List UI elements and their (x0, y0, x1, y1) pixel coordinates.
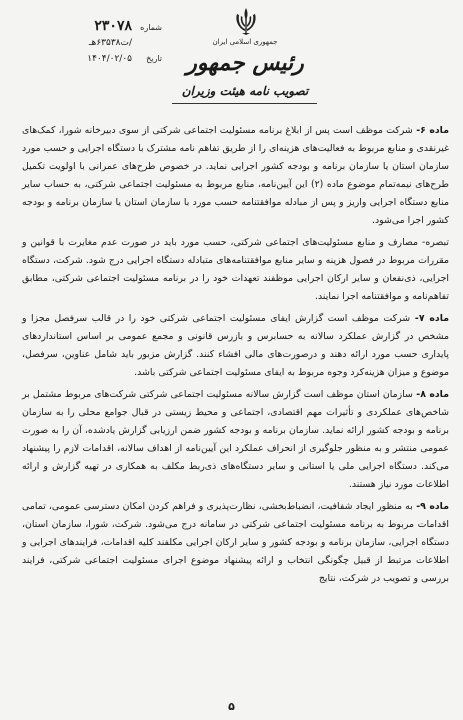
letter-number-suffix (12, 38, 162, 54)
article-9-heading: ماده ۹- (412, 501, 450, 512)
article-9 (22, 498, 449, 588)
article-7-text: شرکت موظف است گزارش ایفای مسئولیت اجتماعی شرکتی خود را در قالب سرفصل مجزا و مشخص در گزارش عملکرد سالانه به حسابرس و بازرس قانونی و مجمع عمومی بر اساس استانداردهای پایداری حسب مورد ارائه دهند و درصورت‌های مالی افشاء کنند. گزارش مزبور باید شامل عناوین، سرفصل، موضوع و میزان هزینه‌کرد وجوه مربوط به ایفای مسئولیت اجتماعی شرکتی باشد. (22, 313, 449, 378)
article-7-heading: ماده ۷- (410, 313, 450, 324)
article-8-heading: ماده ۸- (412, 389, 450, 400)
republic-caption: جمهوری اسلامی ایران (212, 38, 278, 46)
letter-number (12, 18, 162, 34)
note-text: تبصره- مصارف و منابع مسئولیت‌های اجتماعی شرکتی، حسب مورد باید در صورت عدم مغایرت با قوانین و مقررات مربوط در فصول هزینه و سایر منابع موافقتنامه‌های متبادله دستگاه اجرایی درج شود. شرکت، دستگاه اجرایی، ذی‌نفعان و سایر ارکان اجرایی موظفند تعهدات خود را در برنامه مسئولیت اجتماعی شرکتی، مطابق تفاهم‌نامه و موافقتنامه اجرا نمایند. (22, 237, 449, 302)
article-6-text: شرکت موظف است پس از ابلاغ برنامه مسئولیت اجتماعی شرکتی از سوی دبیرخانه شورا، کمک‌های غیرنقدی و منابع مربوط به فعالیت‌های هزینه‌ای را از طریق تفاهم نامه مشترک با دستگاه اجرایی و حسب مورد سازمان استان یا سازمان برنامه و بودجه کشور اجرایی نماید. در خصوص طرح‌های عمرانی با اولویت تکمیل طرح‌های نیمه‌تمام موضوع ماده (۲) این آیین‌نامه، منابع مربوط به مسئولیت اجتماعی شرکتی، به حساب سایر منابع دستگاه اجرایی واریز و پس از مبادله موافقتنامه حسب مورد با سازمان استان یا سازمان برنامه و بودجه کشور اجرا می‌شود. (22, 125, 449, 226)
president-title: رئیس جمهور (186, 50, 304, 76)
article-9-text: به منظور ایجاد شفافیت، انضباط‌بخشی، نظارت‌پذیری و فراهم کردن امکان دسترسی عمومی، تمامی اقدامات مربوط به برنامه مسئولیت اجتماعی شرکتی در سامانه درج می‌شود. شرکت، شورا، سازمان استان، دستگاه اجرایی، سازمان برنامه و بودجه کشور و سایر ارکان اجرایی مکلفند کلیه اقدامات، فرایندهای اجرایی و اطلاعات مرتبط از قبیل چگونگی انتخاب و ارائه پیشنهاد موضوع اجرای مسئولیت اجتماعی شرکتی، فرایند بررسی و تصویب در شرکت، نتایج (22, 501, 449, 584)
page-number: ۵ (228, 700, 235, 713)
article-6 (22, 122, 449, 230)
number-label: شماره (140, 23, 162, 32)
document-body (22, 122, 449, 592)
date-label: تاریخ (146, 54, 162, 63)
number-value: ۲۳۰۷۸ (94, 18, 132, 34)
article-8 (22, 386, 449, 494)
iran-emblem-icon (232, 6, 260, 36)
note-paragraph (22, 234, 449, 306)
letter-date (12, 54, 162, 70)
cabinet-approval-title: تصویب نامه هیئت وزیران (181, 84, 309, 98)
article-7 (22, 310, 449, 382)
article-6-heading: ماده ۶- (412, 125, 450, 136)
article-8-text: سازمان استان موظف است گزارش سالانه مسئولیت اجتماعی شرکتی شرکت‌های مربوط مشتمل بر شاخص‌های عملکردی و تأثیرات مهم اقتصادی، اجتماعی و محیط زیستی در قبال جوامع محلی را به سازمان برنامه و بودجه کشور ارائه نماید. سازمان برنامه و بودجه کشور ضمن ارزیابی گزارش یادشده، آن را به صورت عمومی منتشر و به منظور جلوگیری از انحراف عملکرد این آیین‌نامه از اهداف سالانه، اقدامات لازم را پیشنهاد می‌کند. دستگاه اجرایی ملی یا استانی و سایر دستگاه‌های ذی‌ربط مکلف به همکاری در تهیه گزارش و ارائه اطلاعات مورد نیاز هستند. (22, 389, 449, 490)
title-underline (172, 103, 317, 104)
number-suffix: /ت۶۳۵۳۸هـ (88, 38, 132, 48)
date-value: ۱۴۰۴/۰۲/۰۵ (87, 54, 132, 64)
